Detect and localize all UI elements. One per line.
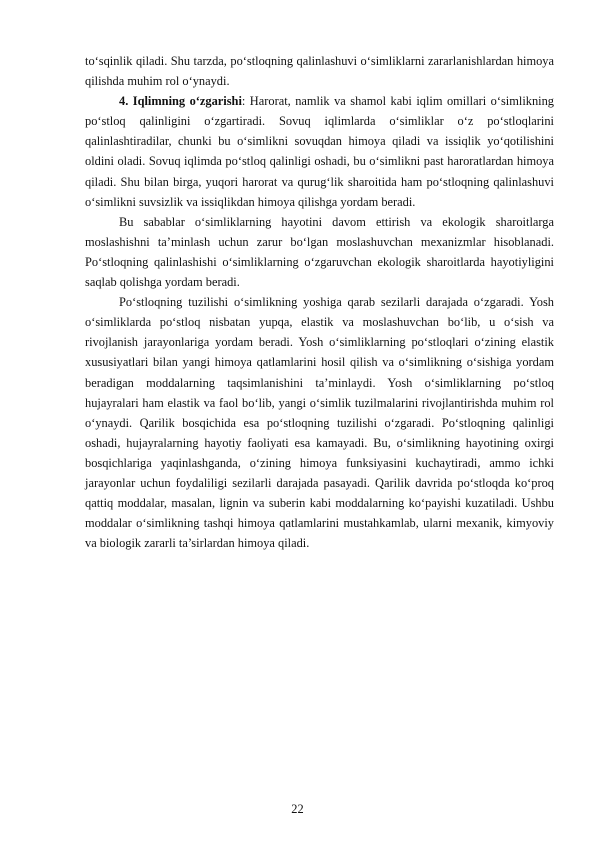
paragraph-bark-structure-age: Po‘stloqning tuzilishi o‘simlikning yoshiga qarab sezilarli darajada o‘zgaradi. Yosh o‘simliklarda po‘stloq nisbatan yupqa, elastik va moslashuvchan bo‘lib, u o‘sish va rivojlanish jarayonlariga yordam beradi. Yosh o‘simliklarning po‘stloqlari o‘zining elastik xususiyatlari bilan yangi himoya qatlamlarini hosil qilish va o‘simlikning o‘sishiga yordam beradigan moddalarning taqsimlanishini ta’minlaydi. Yosh o‘simliklarning po‘stloq hujayralari ham elastik va faol bo‘lib, yangi o‘simlik tuzilmalarini rivojlantirishda muhim rol o‘ynaydi. Qarilik bosqichida esa po‘stloqning tuzilishi o‘zgaradi. Po‘stloqning qalinligi oshadi, hujayralarning hayotiy faoliyati esa kamayadi. Bu, o‘simlikning hayotining oxirgi bosqichlariga yaqinlashganda, o‘zining himoya funksiyasini kuchaytiradi, ammo ichki jarayonlar uchun foydaliligi sezilarli darajada pasayadi. Qarilik davrida po‘stloqda ko‘proq qattiq moddalar, masalan, lignin va suberin kabi moddalarning ko‘payishi kuzatiladi. Ushbu moddalar o‘simlikning tashqi himoya qatlamlarini mustahkamlab, ularni mexanik, kimyoviy va biologik zararli ta’sirlardan himoya qiladi.	[85, 295, 554, 551]
paragraph-climate-change	[85, 91, 554, 212]
paragraph-climate-change-body: : Harorat, namlik va shamol kabi iqlim omillari o‘simlikning po‘stloq qalinligini o‘zgartiradi. Sovuq iqlimlarda o‘simliklar o‘z po‘stloqlarini qalinlashtiradilar, chunki bu o‘simlikni sovuqdan himoya qiladi va issiqlik yo‘qotilishini oldini oladi. Sovuq iqlimda po‘stloq qalinligi oshadi, bu o‘simlikni past haroratlardan himoya qiladi. Shu bilan birga, yuqori harorat va qurug‘lik sharoitida ham po‘stloqning qalinlashuvi o‘simlikni suvsizlik va issiqlikdan himoya qilishga yordam beradi.	[85, 94, 554, 209]
page-content	[85, 51, 554, 553]
section-heading-climate-change: 4. Iqlimning o‘zgarishi	[119, 94, 242, 109]
paragraph-continuation: to‘sqinlik qiladi. Shu tarzda, po‘stloqning qalinlashuvi o‘simliklarni zararlanishlardan himoya qilishda muhim rol o‘ynaydi.	[85, 54, 554, 89]
page-number: 22	[291, 802, 304, 816]
paragraph-adaptation-summary: Bu sabablar o‘simliklarning hayotini davom ettirish va ekologik sharoitlarga moslashishni ta’minlash uchun zarur bo‘lgan moslashuvchan mexanizmlar hisoblanadi. Po‘stloqning qalinlashishi o‘simliklarning o‘zgaruvchan ekologik sharoitlarda hayotiyligini saqlab qolishga yordam beradi.	[85, 214, 554, 290]
